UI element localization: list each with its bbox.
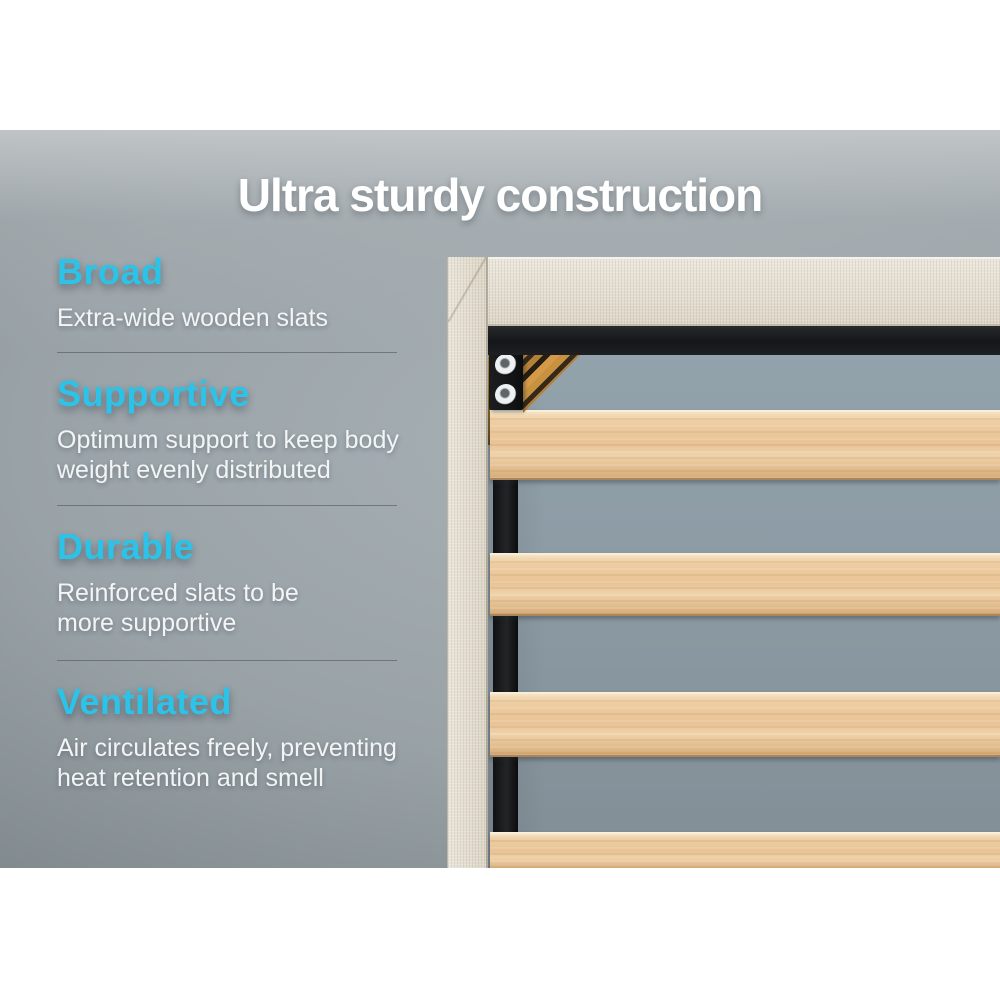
page-title: Ultra sturdy construction bbox=[237, 169, 763, 221]
feature-divider bbox=[57, 352, 397, 353]
corner-bracket bbox=[489, 348, 523, 410]
feature-broad bbox=[57, 252, 417, 333]
feature-supportive bbox=[57, 374, 417, 485]
feature-heading: Ventilated bbox=[57, 681, 233, 722]
upholstered-top-rail bbox=[447, 257, 1000, 326]
wood-slat bbox=[490, 410, 1000, 480]
feature-heading: Broad bbox=[57, 251, 164, 292]
feature-description: Extra-wide wooden slats bbox=[57, 304, 328, 332]
feature-ventilated bbox=[57, 682, 417, 793]
feature-durable bbox=[57, 527, 417, 638]
metal-side-rail bbox=[483, 322, 1000, 355]
feature-heading: Durable bbox=[57, 526, 195, 567]
screw-icon bbox=[495, 354, 517, 376]
wood-slat bbox=[490, 692, 1000, 757]
feature-divider bbox=[57, 505, 397, 506]
gradient-background bbox=[0, 130, 1000, 868]
feature-divider bbox=[57, 660, 397, 661]
feature-heading: Supportive bbox=[57, 373, 251, 414]
screw-icon bbox=[495, 384, 517, 406]
feature-description: Air circulates freely, preventing heat retention and smell bbox=[57, 734, 397, 792]
wood-slat bbox=[490, 832, 1000, 868]
wood-slat bbox=[490, 553, 1000, 616]
feature-description: Optimum support to keep body weight evenly distributed bbox=[57, 426, 399, 484]
feature-description: Reinforced slats to be more supportive bbox=[57, 579, 299, 637]
upholstered-side-rail bbox=[447, 257, 488, 868]
